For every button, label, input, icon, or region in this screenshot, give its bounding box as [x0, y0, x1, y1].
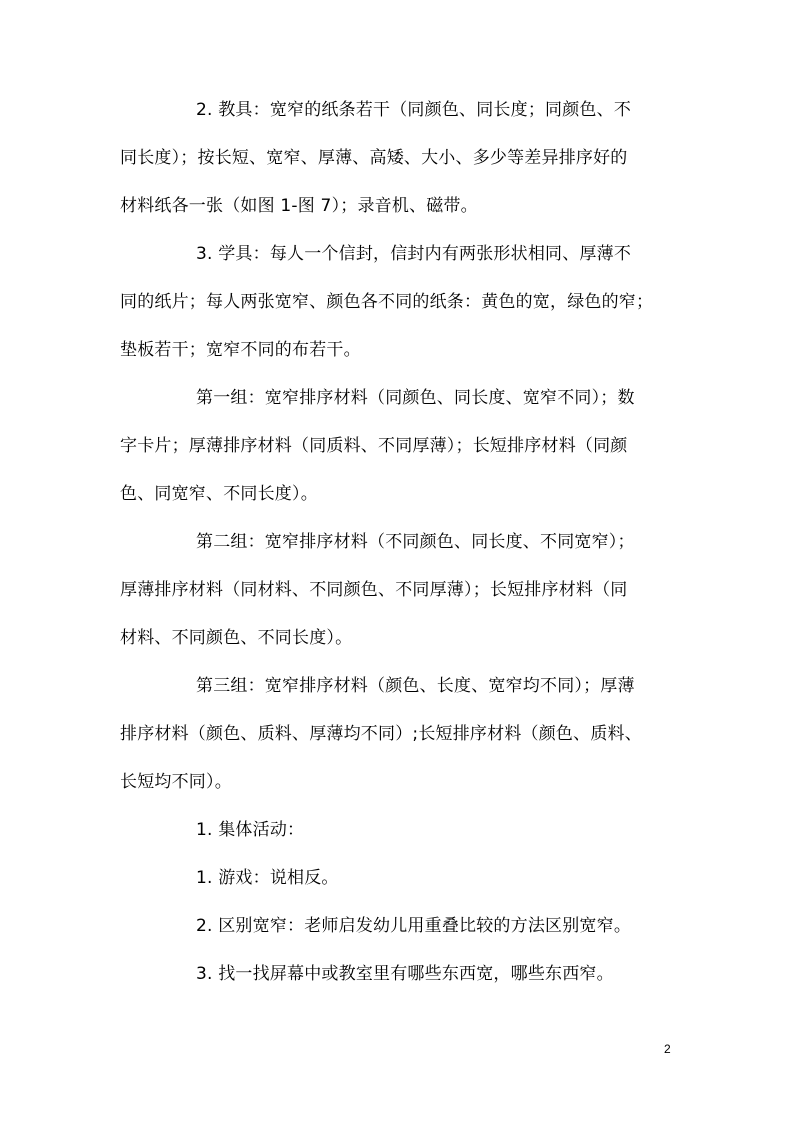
page-number: 2 — [664, 1042, 671, 1056]
paragraph-line: 垫板若干；宽窄不同的布若干。 — [120, 340, 361, 360]
list-item-find-objects: 3. 找一找屏幕中或教室里有哪些东西宽，哪些东西窄。 — [196, 964, 614, 984]
paragraph-line: 色、同宽窄、不同长度）。 — [120, 484, 318, 504]
paragraph-line-group-two: 第二组：宽窄排序材料（不同颜色、同长度、不同宽窄）； — [196, 532, 635, 552]
paragraph-line-teaching-aids: 2. 教具：宽窄的纸条若干（同颜色、同长度；同颜色、不 — [196, 100, 632, 120]
paragraph-line: 同的纸片；每人两张宽窄、颜色各不同的纸条：黄色的宽，绿色的窄； — [120, 292, 654, 312]
paragraph-line-learning-tools: 3. 学具：每人一个信封，信封内有两张形状相同、厚薄不 — [196, 244, 632, 264]
paragraph-line: 同长度）；按长短、宽窄、厚薄、高矮、大小、多少等差异排序好的 — [120, 148, 628, 168]
paragraph-line: 长短均不同）。 — [120, 772, 232, 792]
paragraph-line: 厚薄排序材料（同材料、不同颜色、不同厚薄）；长短排序材料（同 — [120, 580, 628, 600]
paragraph-line-group-three: 第三组：宽窄排序材料（颜色、长度、宽窄均不同）；厚薄 — [196, 676, 635, 696]
list-item-distinguish-width: 2. 区别宽窄：老师启发幼儿用重叠比较的方法区别宽窄。 — [196, 916, 632, 936]
paragraph-line: 材料、不同颜色、不同长度）。 — [120, 628, 353, 648]
section-heading-group-activity: 1. 集体活动： — [196, 820, 305, 840]
paragraph-line: 材料纸各一张（如图 1-图 7）；录音机、磁带。 — [120, 196, 478, 216]
paragraph-line: 字卡片；厚薄排序材料（同质料、不同厚薄）；长短排序材料（同颜 — [120, 436, 628, 456]
paragraph-line-group-one: 第一组：宽窄排序材料（同颜色、同长度、宽窄不同）；数 — [196, 388, 635, 408]
paragraph-line: 排序材料（颜色、质料、厚薄均不同）;长短排序材料（颜色、质料、 — [120, 724, 642, 744]
list-item-game: 1. 游戏：说相反。 — [196, 868, 339, 888]
